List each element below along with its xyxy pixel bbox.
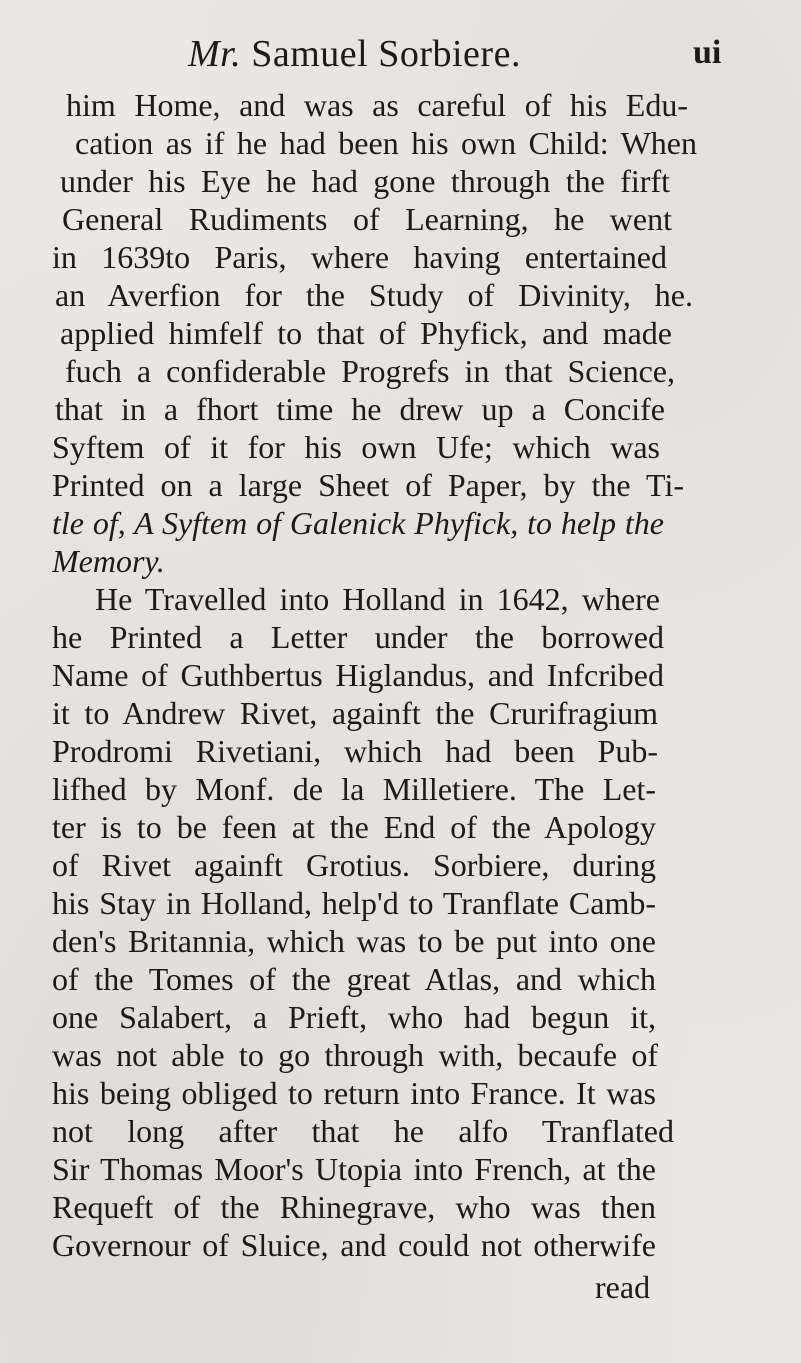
text-line: under his Eye he had gone through the firft <box>60 163 670 199</box>
text-line: Requeft of the Rhinegrave, who was then <box>52 1189 656 1225</box>
running-head-name: Samuel Sorbiere. <box>251 33 521 75</box>
running-head-prefix: Mr. <box>188 33 242 75</box>
text-line: it to Andrew Rivet, againft the Crurifragium <box>52 695 658 731</box>
text-line: Memory. <box>52 543 165 579</box>
text-line: of Rivet againft Grotius. Sorbiere, during <box>52 847 656 883</box>
text-line: of the Tomes of the great Atlas, and which <box>52 961 656 997</box>
text-line: cation as if he had been his own Child: When <box>75 125 697 161</box>
text-line: not long after that he alfo Tranflated <box>52 1113 674 1149</box>
text-line: in 1639to Paris, where having entertained <box>52 239 667 275</box>
text-line: his Stay in Holland, help'd to Tranflate Camb- <box>52 885 656 921</box>
text-line: General Rudiments of Learning, he went <box>62 201 672 237</box>
text-line: Name of Guthbertus Higlandus, and Infcribed <box>52 657 664 693</box>
text-line: Printed on a large Sheet of Paper, by the Ti- <box>52 467 684 503</box>
text-line: one Salabert, a Prieft, who had begun it, <box>52 999 656 1035</box>
text-line: tle of, A Syftem of Galenick Phyfick, to help the <box>52 505 664 541</box>
running-head <box>188 32 521 76</box>
text-line: an Averfion for the Study of Divinity, he. <box>55 277 693 313</box>
text-line: He Travelled into Holland in 1642, where <box>95 581 660 617</box>
text-line: his being obliged to return into France. It was <box>52 1075 656 1111</box>
text-line: Syftem of it for his own Ufe; which was <box>52 429 660 465</box>
catchword: read <box>595 1269 651 1305</box>
text-line: that in a fhort time he drew up a Concife <box>55 391 665 427</box>
text-line: lifhed by Monf. de la Milletiere. The Let- <box>52 771 656 807</box>
text-line: was not able to go through with, becaufe of <box>52 1037 658 1073</box>
text-line: Sir Thomas Moor's Utopia into French, at the <box>52 1151 656 1187</box>
text-line: applied himfelf to that of Phyfick, and made <box>60 315 672 351</box>
text-line: fuch a confiderable Progrefs in that Science, <box>65 353 675 389</box>
text-line: Prodromi Rivetiani, which had been Pub- <box>52 733 658 769</box>
text-line: he Printed a Letter under the borrowed <box>52 619 664 655</box>
page-number: ui <box>693 34 722 71</box>
text-line: den's Britannia, which was to be put into one <box>52 923 656 959</box>
text-line: ter is to be feen at the End of the Apology <box>52 809 656 845</box>
text-line: Governour of Sluice, and could not otherwife <box>52 1227 656 1263</box>
text-line: him Home, and was as careful of his Edu- <box>66 87 688 123</box>
